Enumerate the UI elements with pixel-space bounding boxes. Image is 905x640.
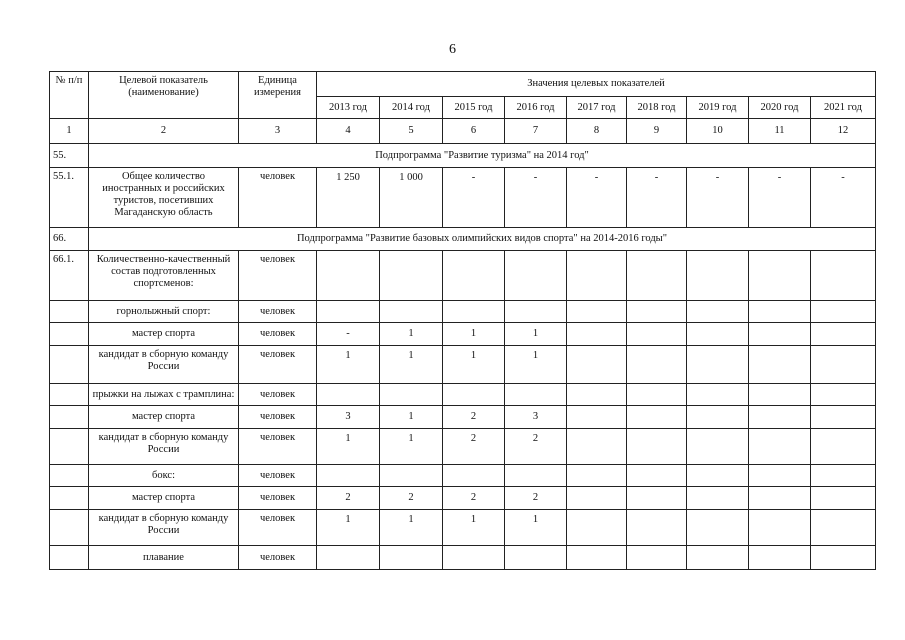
value-cell <box>567 301 627 323</box>
value-cell <box>687 406 749 429</box>
row-number <box>50 465 89 487</box>
value-cell <box>749 406 811 429</box>
page-number: 6 <box>449 42 456 57</box>
value-cell <box>627 346 687 384</box>
value-cell <box>811 384 876 406</box>
indicator-name: бокс: <box>89 465 239 487</box>
value-cell <box>811 487 876 510</box>
value-cell: 1 <box>443 510 505 546</box>
value-cell <box>749 487 811 510</box>
value-cell <box>317 251 380 301</box>
value-cell: - <box>687 168 749 228</box>
row-number <box>50 487 89 510</box>
value-cell <box>505 301 567 323</box>
value-cell <box>749 301 811 323</box>
value-cell <box>567 384 627 406</box>
header-num: № п/п <box>50 72 89 119</box>
value-cell <box>811 429 876 465</box>
value-cell: 1 <box>317 510 380 546</box>
value-cell <box>627 251 687 301</box>
year-header: 2021 год <box>811 97 876 119</box>
unit-cell: человек <box>239 323 317 346</box>
row-number: 66.1. <box>50 251 89 301</box>
value-cell: 1 <box>505 510 567 546</box>
unit-cell: человек <box>239 465 317 487</box>
row-number <box>50 384 89 406</box>
value-cell: 1 <box>317 346 380 384</box>
value-cell <box>749 429 811 465</box>
value-cell <box>627 487 687 510</box>
indicator-name: плавание <box>89 546 239 570</box>
value-cell: 1 <box>443 346 505 384</box>
value-cell: 1 <box>443 323 505 346</box>
year-header: 2018 год <box>627 97 687 119</box>
unit-cell: человек <box>239 406 317 429</box>
value-cell <box>505 546 567 570</box>
value-cell: 1 <box>380 429 443 465</box>
value-cell <box>749 510 811 546</box>
indicator-name: Общее количество иностранных и российских туристов, посетивших Магаданскую область <box>89 168 239 228</box>
index-cell: 10 <box>687 119 749 144</box>
value-cell <box>627 406 687 429</box>
indicator-name: мастер спорта <box>89 323 239 346</box>
value-cell: 3 <box>505 406 567 429</box>
index-cell: 11 <box>749 119 811 144</box>
value-cell: 2 <box>380 487 443 510</box>
value-cell <box>687 429 749 465</box>
row-number: 55.1. <box>50 168 89 228</box>
value-cell <box>505 251 567 301</box>
index-cell: 4 <box>317 119 380 144</box>
value-cell <box>687 487 749 510</box>
value-cell <box>687 465 749 487</box>
value-cell <box>811 251 876 301</box>
value-cell: - <box>317 323 380 346</box>
row-number <box>50 406 89 429</box>
value-cell <box>567 487 627 510</box>
index-cell: 6 <box>443 119 505 144</box>
value-cell: 2 <box>443 429 505 465</box>
year-header: 2014 год <box>380 97 443 119</box>
value-cell: 3 <box>317 406 380 429</box>
value-cell <box>811 546 876 570</box>
value-cell: 1 <box>380 323 443 346</box>
indicator-name: горнолыжный спорт: <box>89 301 239 323</box>
index-cell: 8 <box>567 119 627 144</box>
indicators-table <box>49 71 876 570</box>
value-cell <box>567 465 627 487</box>
year-header: 2019 год <box>687 97 749 119</box>
indicator-name: кандидат в сборную команду России <box>89 429 239 465</box>
row-number <box>50 510 89 546</box>
value-cell: 2 <box>505 429 567 465</box>
year-header: 2020 год <box>749 97 811 119</box>
year-header: 2016 год <box>505 97 567 119</box>
value-cell <box>749 323 811 346</box>
value-cell <box>317 301 380 323</box>
indicator-name: мастер спорта <box>89 406 239 429</box>
value-cell <box>627 384 687 406</box>
value-cell <box>317 546 380 570</box>
value-cell: - <box>811 168 876 228</box>
value-cell <box>505 465 567 487</box>
header-values: Значения целевых показателей <box>317 72 876 97</box>
value-cell <box>627 301 687 323</box>
value-cell <box>749 465 811 487</box>
value-cell <box>443 251 505 301</box>
unit-cell: человек <box>239 429 317 465</box>
value-cell: - <box>749 168 811 228</box>
value-cell <box>811 465 876 487</box>
value-cell: 2 <box>443 406 505 429</box>
year-header: 2013 год <box>317 97 380 119</box>
value-cell <box>687 384 749 406</box>
value-cell <box>687 346 749 384</box>
value-cell <box>567 546 627 570</box>
indicator-name: кандидат в сборную команду России <box>89 346 239 384</box>
value-cell <box>627 465 687 487</box>
index-cell: 7 <box>505 119 567 144</box>
value-cell <box>567 510 627 546</box>
section-title: Подпрограмма "Развитие туризма" на 2014 год" <box>89 144 876 168</box>
value-cell <box>380 465 443 487</box>
value-cell <box>687 510 749 546</box>
index-cell: 2 <box>89 119 239 144</box>
header-unit: Единица измерения <box>239 72 317 119</box>
value-cell <box>627 429 687 465</box>
value-cell <box>811 346 876 384</box>
value-cell <box>687 323 749 346</box>
row-number <box>50 546 89 570</box>
value-cell: 1 <box>505 346 567 384</box>
value-cell <box>627 323 687 346</box>
value-cell <box>811 510 876 546</box>
index-cell: 9 <box>627 119 687 144</box>
section-number: 55. <box>50 144 89 168</box>
indicator-name: прыжки на лыжах с трамплина: <box>89 384 239 406</box>
year-header: 2015 год <box>443 97 505 119</box>
index-cell: 3 <box>239 119 317 144</box>
value-cell <box>687 301 749 323</box>
value-cell: 1 <box>380 510 443 546</box>
index-cell: 5 <box>380 119 443 144</box>
value-cell <box>811 323 876 346</box>
section-number: 66. <box>50 228 89 251</box>
unit-cell: человек <box>239 546 317 570</box>
indicator-name: мастер спорта <box>89 487 239 510</box>
value-cell <box>749 384 811 406</box>
row-number <box>50 301 89 323</box>
value-cell <box>627 510 687 546</box>
value-cell <box>567 346 627 384</box>
value-cell <box>749 546 811 570</box>
value-cell <box>567 429 627 465</box>
value-cell <box>443 546 505 570</box>
value-cell <box>380 301 443 323</box>
section-title: Подпрограмма "Развитие базовых олимпийских видов спорта" на 2014-2016 годы" <box>89 228 876 251</box>
value-cell <box>317 384 380 406</box>
value-cell <box>443 384 505 406</box>
value-cell: 1 <box>317 429 380 465</box>
unit-cell: человек <box>239 168 317 228</box>
indicator-name: Количественно-качественный состав подготовленных спортсменов: <box>89 251 239 301</box>
value-cell <box>687 546 749 570</box>
unit-cell: человек <box>239 384 317 406</box>
value-cell: - <box>505 168 567 228</box>
header-indicator: Целевой показатель (наименование) <box>89 72 239 119</box>
year-header: 2017 год <box>567 97 627 119</box>
value-cell: 2 <box>317 487 380 510</box>
value-cell <box>627 546 687 570</box>
value-cell <box>749 346 811 384</box>
value-cell <box>567 406 627 429</box>
unit-cell: человек <box>239 487 317 510</box>
value-cell <box>567 323 627 346</box>
value-cell: - <box>567 168 627 228</box>
index-cell: 12 <box>811 119 876 144</box>
value-cell: 1 000 <box>380 168 443 228</box>
index-cell: 1 <box>50 119 89 144</box>
value-cell <box>380 546 443 570</box>
value-cell <box>567 251 627 301</box>
value-cell: - <box>627 168 687 228</box>
value-cell <box>380 251 443 301</box>
row-number <box>50 323 89 346</box>
row-number <box>50 346 89 384</box>
value-cell: 1 250 <box>317 168 380 228</box>
unit-cell: человек <box>239 301 317 323</box>
value-cell: 1 <box>380 406 443 429</box>
value-cell: 1 <box>380 346 443 384</box>
value-cell <box>505 384 567 406</box>
value-cell: - <box>443 168 505 228</box>
value-cell <box>317 465 380 487</box>
row-number <box>50 429 89 465</box>
value-cell <box>811 406 876 429</box>
value-cell <box>749 251 811 301</box>
value-cell <box>687 251 749 301</box>
value-cell <box>443 465 505 487</box>
value-cell <box>811 301 876 323</box>
unit-cell: человек <box>239 251 317 301</box>
value-cell: 2 <box>505 487 567 510</box>
value-cell <box>380 384 443 406</box>
value-cell <box>443 301 505 323</box>
unit-cell: человек <box>239 346 317 384</box>
unit-cell: человек <box>239 510 317 546</box>
value-cell: 2 <box>443 487 505 510</box>
value-cell: 1 <box>505 323 567 346</box>
indicator-name: кандидат в сборную команду России <box>89 510 239 546</box>
